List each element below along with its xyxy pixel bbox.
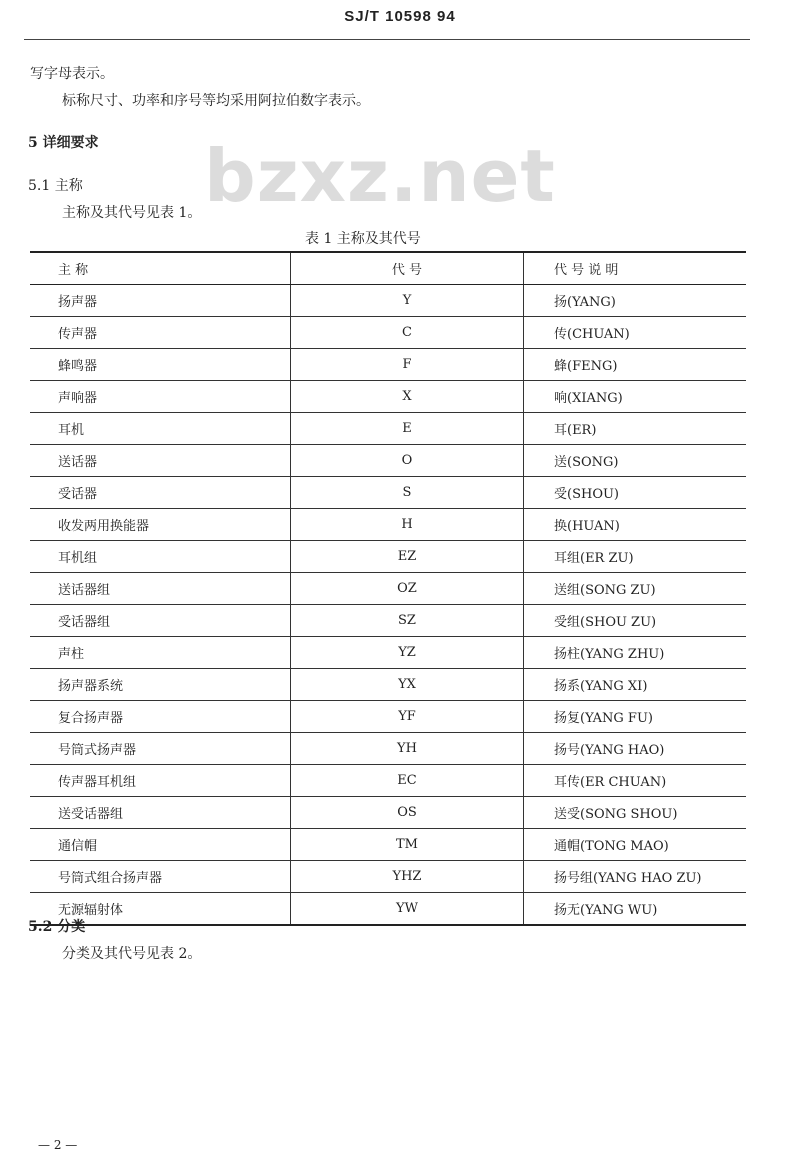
cell-description: 送(SONG) xyxy=(524,445,747,477)
cell-name: 传声器耳机组 xyxy=(30,765,291,797)
table-row xyxy=(30,349,746,381)
cell-name: 声柱 xyxy=(30,637,291,669)
cell-description: 受组(SHOU ZU) xyxy=(524,605,747,637)
section-5-2-body: 分类及其代号见表 2。 xyxy=(62,946,202,962)
cell-name: 受话器 xyxy=(30,477,291,509)
table-row xyxy=(30,285,746,317)
cell-description: 送组(SONG ZU) xyxy=(524,573,747,605)
cell-description: 通帽(TONG MAO) xyxy=(524,829,747,861)
col-header-name: 主 称 xyxy=(30,252,291,285)
cell-code: YH xyxy=(291,733,524,765)
cell-code: YX xyxy=(291,669,524,701)
cell-description: 耳传(ER CHUAN) xyxy=(524,765,747,797)
intro-line-1: 写字母表示。 xyxy=(30,66,114,82)
table-row xyxy=(30,893,746,926)
page-number: — 2 — xyxy=(38,1138,78,1152)
cell-code: EC xyxy=(291,765,524,797)
cell-code: X xyxy=(291,381,524,413)
cell-code: YHZ xyxy=(291,861,524,893)
table-row xyxy=(30,669,746,701)
cell-description: 响(XIANG) xyxy=(524,381,747,413)
cell-name: 收发两用换能器 xyxy=(30,509,291,541)
intro-line-2: 标称尺寸、功率和序号等均采用阿拉伯数字表示。 xyxy=(62,93,370,109)
table-row xyxy=(30,381,746,413)
section-5-1-heading: 5.1 主称 xyxy=(28,178,83,194)
cell-name: 蜂鸣器 xyxy=(30,349,291,381)
table-1 xyxy=(30,251,746,926)
cell-name: 复合扬声器 xyxy=(30,701,291,733)
cell-code: O xyxy=(291,445,524,477)
cell-code: E xyxy=(291,413,524,445)
cell-name: 耳机组 xyxy=(30,541,291,573)
cell-description: 换(HUAN) xyxy=(524,509,747,541)
cell-description: 扬系(YANG XI) xyxy=(524,669,747,701)
table-row xyxy=(30,509,746,541)
cell-name: 送话器 xyxy=(30,445,291,477)
cell-code: YF xyxy=(291,701,524,733)
section-5-1-body: 主称及其代号见表 1。 xyxy=(62,205,202,221)
col-header-description: 代 号 说 明 xyxy=(524,252,747,285)
table-row xyxy=(30,605,746,637)
cell-code: YW xyxy=(291,893,524,926)
cell-code: H xyxy=(291,509,524,541)
cell-code: S xyxy=(291,477,524,509)
cell-name: 传声器 xyxy=(30,317,291,349)
table-row xyxy=(30,701,746,733)
cell-description: 蜂(FENG) xyxy=(524,349,747,381)
table-row xyxy=(30,765,746,797)
cell-description: 受(SHOU) xyxy=(524,477,747,509)
cell-code: C xyxy=(291,317,524,349)
cell-description: 耳组(ER ZU) xyxy=(524,541,747,573)
cell-name: 送受话器组 xyxy=(30,797,291,829)
cell-name: 耳机 xyxy=(30,413,291,445)
cell-code: Y xyxy=(291,285,524,317)
cell-name: 扬声器系统 xyxy=(30,669,291,701)
table-row xyxy=(30,637,746,669)
table-row xyxy=(30,797,746,829)
cell-code: F xyxy=(291,349,524,381)
cell-name: 声响器 xyxy=(30,381,291,413)
table-row xyxy=(30,445,746,477)
table-row xyxy=(30,861,746,893)
cell-code: TM xyxy=(291,829,524,861)
cell-description: 扬号组(YANG HAO ZU) xyxy=(524,861,747,893)
cell-code: SZ xyxy=(291,605,524,637)
cell-description: 扬号(YANG HAO) xyxy=(524,733,747,765)
header-rule xyxy=(24,39,750,40)
cell-name: 通信帽 xyxy=(30,829,291,861)
col-header-code: 代 号 xyxy=(291,252,524,285)
table-row xyxy=(30,573,746,605)
table-row xyxy=(30,477,746,509)
cell-code: YZ xyxy=(291,637,524,669)
section-5-heading: 5 详细要求 xyxy=(28,135,99,151)
cell-code: EZ xyxy=(291,541,524,573)
table-row xyxy=(30,317,746,349)
cell-name: 送话器组 xyxy=(30,573,291,605)
cell-code: OS xyxy=(291,797,524,829)
cell-name: 无源辐射体 xyxy=(30,893,291,926)
cell-name: 号筒式组合扬声器 xyxy=(30,861,291,893)
cell-name: 受话器组 xyxy=(30,605,291,637)
table-1-caption: 表 1 主称及其代号 xyxy=(305,231,421,247)
cell-name: 扬声器 xyxy=(30,285,291,317)
cell-description: 扬(YANG) xyxy=(524,285,747,317)
table-row xyxy=(30,413,746,445)
cell-name: 号筒式扬声器 xyxy=(30,733,291,765)
table-row xyxy=(30,541,746,573)
cell-description: 扬柱(YANG ZHU) xyxy=(524,637,747,669)
table-row xyxy=(30,733,746,765)
cell-description: 耳(ER) xyxy=(524,413,747,445)
cell-description: 扬复(YANG FU) xyxy=(524,701,747,733)
watermark: bzxz.net xyxy=(204,134,556,218)
cell-description: 传(CHUAN) xyxy=(524,317,747,349)
document-header: SJ/T 10598 94 xyxy=(344,8,456,25)
table-row xyxy=(30,829,746,861)
cell-description: 送受(SONG SHOU) xyxy=(524,797,747,829)
cell-code: OZ xyxy=(291,573,524,605)
section-5-2-heading: 5.2 分类 xyxy=(28,919,86,935)
cell-description: 扬无(YANG WU) xyxy=(524,893,747,926)
table-header-row xyxy=(30,252,746,285)
